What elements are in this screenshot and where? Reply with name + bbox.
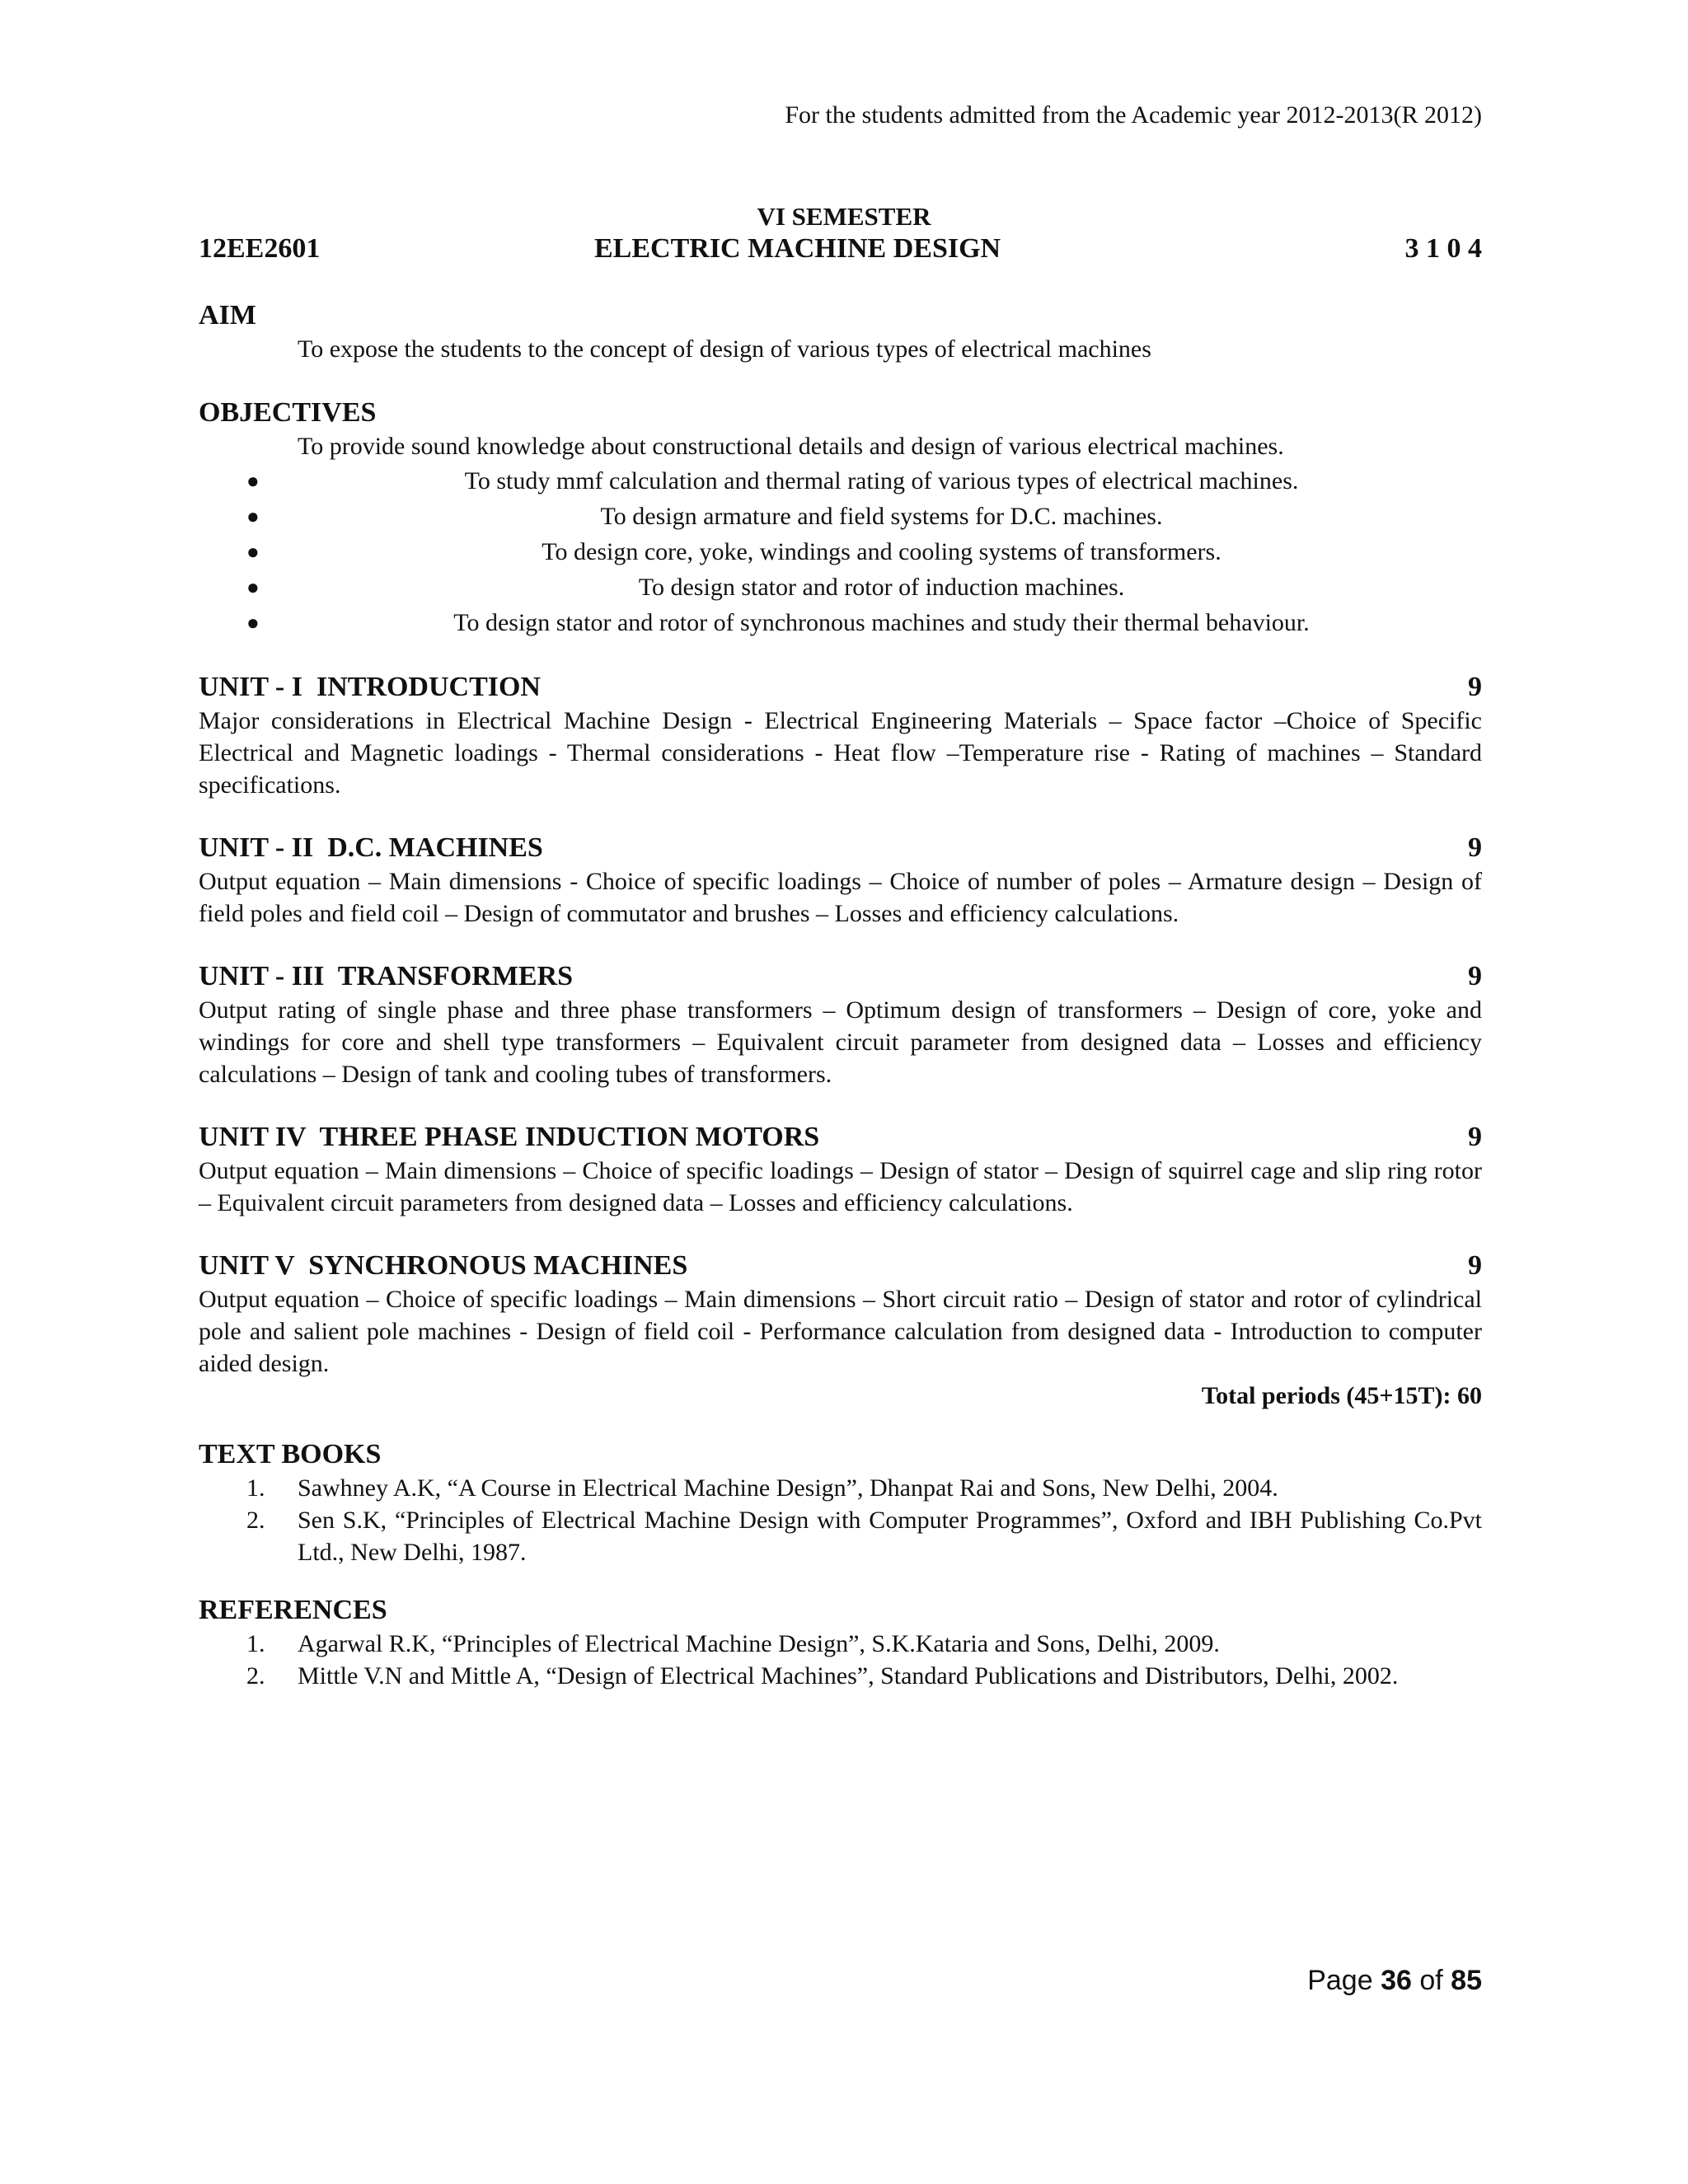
list-item: [199, 534, 1482, 569]
unit-section: [199, 959, 1482, 1090]
unit-body: Output equation – Main dimensions - Choice of specific loadings – Choice of number of poles – Armature design – Design of field poles and field coil – Design of commutator and brushes – Losses and efficiency calculations.: [199, 868, 1482, 927]
unit-header: [199, 670, 1482, 705]
unit-title: UNIT - II D.C. MACHINES: [199, 832, 543, 863]
aim-text: To expose the students to the concept of design of various types of electrical machines: [298, 335, 1151, 363]
unit-body: Output equation – Main dimensions – Choice of specific loadings – Design of stator – Design of squirrel cage and slip ring rotor – Equivalent circuit parameters from designed data – Losses and efficiency calculations.: [199, 1157, 1482, 1216]
bullet-icon: ●: [246, 504, 260, 528]
course-title: ELECTRIC MACHINE DESIGN: [594, 233, 1001, 264]
objective-text: To design core, yoke, windings and cooling systems of transformers.: [542, 538, 1221, 565]
unit-header: [199, 1120, 1482, 1155]
unit-section: [199, 1249, 1482, 1380]
page-word: Page: [1307, 1965, 1373, 1996]
text-books-section: [199, 1437, 1482, 1568]
unit-title: UNIT IV THREE PHASE INDUCTION MOTORS: [199, 1122, 820, 1152]
objectives-intro: To provide sound knowledge about constructional details and design of various electrical machines.: [298, 433, 1284, 460]
unit-section: [199, 831, 1482, 930]
bullet-icon: ●: [246, 575, 260, 599]
semester-heading: [0, 200, 1688, 232]
list-item: [199, 463, 1482, 499]
semester-label: VI SEMESTER: [757, 202, 931, 231]
objectives-list: [199, 463, 1482, 640]
header-note: For the students admitted from the Academic year 2012-2013(R 2012): [785, 101, 1482, 129]
unit-section: [199, 670, 1482, 801]
unit-section: [199, 1120, 1482, 1219]
page-number: 36: [1381, 1965, 1412, 1996]
course-credits: 3 1 0 4: [1404, 233, 1482, 264]
page-footer: [1307, 1965, 1482, 1997]
list-item: [199, 1660, 1482, 1692]
list-item: [199, 499, 1482, 534]
item-number: 2.: [246, 1507, 265, 1534]
item-text: Sawhney A.K, “A Course in Electrical Machine Design”, Dhanpat Rai and Sons, New Delhi, 2004.: [298, 1474, 1278, 1502]
item-number: 2.: [246, 1662, 265, 1690]
list-item: [199, 605, 1482, 640]
bullet-icon: ●: [246, 540, 260, 564]
unit-body: Output equation – Choice of specific loadings – Main dimensions – Short circuit ratio – Design of stator and rotor of cylindrical pole and salient pole machines - Design of field coil - Performance calculation from designed data - Introduction to computer aided design.: [199, 1286, 1482, 1377]
list-item: [199, 1472, 1482, 1504]
unit-header: [199, 1249, 1482, 1283]
unit-header: [199, 831, 1482, 865]
unit-hours: 9: [1468, 1122, 1482, 1152]
unit-title: UNIT V SYNCHRONOUS MACHINES: [199, 1250, 688, 1281]
references-section: [199, 1593, 1482, 1692]
unit-hours: 9: [1468, 672, 1482, 702]
syllabus-body: [199, 298, 1482, 1692]
course-code: 12EE2601: [199, 233, 321, 264]
list-item: [199, 1504, 1482, 1568]
bullet-icon: ●: [246, 469, 260, 493]
objectives-section: [199, 396, 1482, 640]
list-item: [199, 1628, 1482, 1660]
aim-section: [199, 298, 1482, 366]
bullet-icon: ●: [246, 611, 260, 635]
course-row: [199, 232, 1482, 269]
item-number: 1.: [246, 1630, 265, 1657]
of-word: of: [1419, 1965, 1443, 1996]
unit-title: UNIT - I INTRODUCTION: [199, 672, 541, 702]
references-list: [199, 1628, 1482, 1692]
unit-hours: 9: [1468, 832, 1482, 863]
aim-heading: AIM: [199, 300, 256, 330]
item-text: Mittle V.N and Mittle A, “Design of Electrical Machines”, Standard Publications and Distributors, Delhi, 2002.: [298, 1662, 1399, 1690]
references-heading: REFERENCES: [199, 1595, 387, 1625]
total-periods: Total periods (45+15T): 60: [1201, 1382, 1482, 1409]
unit-title: UNIT - III TRANSFORMERS: [199, 961, 574, 991]
objective-text: To design stator and rotor of induction machines.: [638, 574, 1125, 601]
unit-body: Output rating of single phase and three phase transformers – Optimum design of transformers – Design of core, yoke and windings for core and shell type transformers – Equivalent circuit parameter from designed data – Losses and efficiency calculations – Design of tank and cooling tubes of transformers.: [199, 996, 1482, 1088]
unit-hours: 9: [1468, 1250, 1482, 1281]
text-books-list: [199, 1472, 1482, 1568]
unit-body: Major considerations in Electrical Machine Design - Electrical Engineering Materials – Space factor –Choice of Specific Electrical and Magnetic loadings - Thermal considerations - Heat flow –Temperature rise - Rating of machines – Standard specifications.: [199, 707, 1482, 799]
item-text: Agarwal R.K, “Principles of Electrical Machine Design”, S.K.Kataria and Sons, Delhi, 2009.: [298, 1630, 1220, 1657]
item-text: Sen S.K, “Principles of Electrical Machine Design with Computer Programmes”, Oxford and IBH Publishing Co.Pvt Ltd., New Delhi, 1987.: [298, 1507, 1482, 1566]
text-books-heading: TEXT BOOKS: [199, 1439, 382, 1469]
unit-header: [199, 959, 1482, 994]
item-number: 1.: [246, 1474, 265, 1502]
unit-hours: 9: [1468, 961, 1482, 991]
objective-text: To study mmf calculation and thermal rating of various types of electrical machines.: [464, 467, 1299, 494]
list-item: [199, 569, 1482, 605]
total-pages: 85: [1451, 1965, 1482, 1996]
objective-text: To design stator and rotor of synchronous machines and study their thermal behaviour.: [453, 609, 1310, 636]
objective-text: To design armature and field systems for D.C. machines.: [600, 503, 1163, 530]
objectives-heading: OBJECTIVES: [199, 397, 377, 428]
